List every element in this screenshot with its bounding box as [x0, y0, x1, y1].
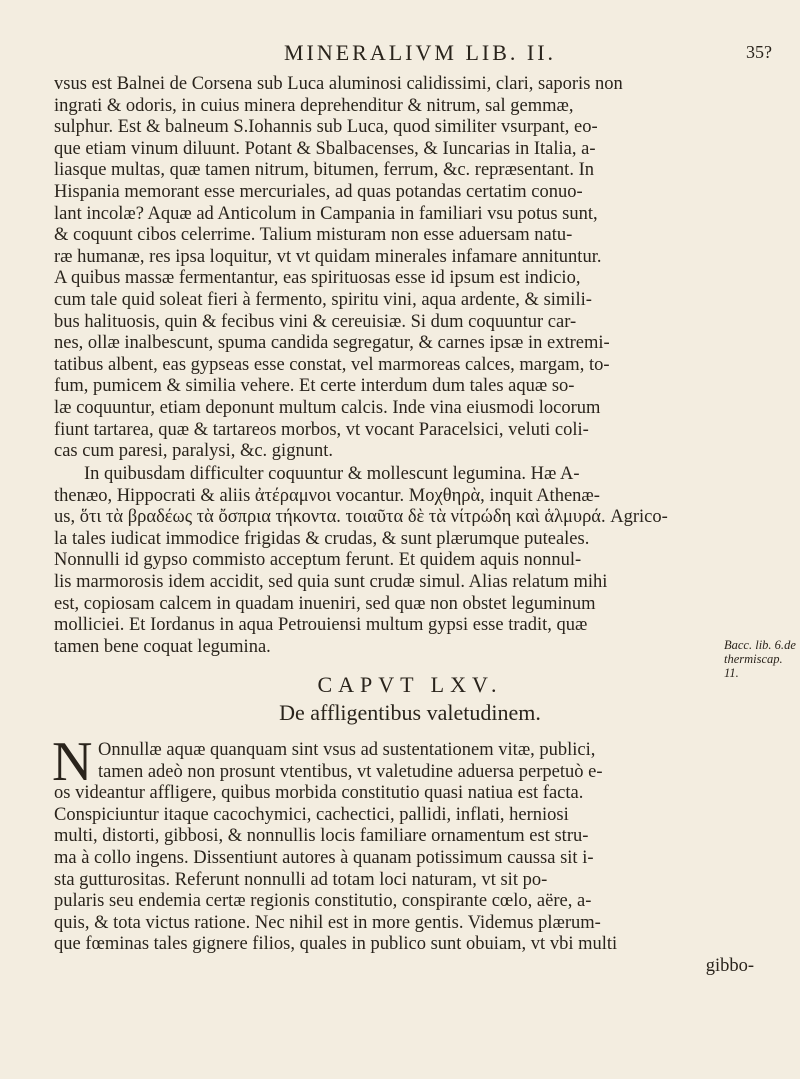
text-line: fiunt tartarea, quæ & tartareos morbos, vt vocant Paracelsici, veluti coli-: [54, 419, 589, 440]
paragraph-continuation: [54, 74, 754, 463]
text-line: lant incolæ? Aquæ ad Anticolum in Campania in familiari vsu potus sunt,: [54, 203, 598, 224]
paragraph-legumina: [54, 464, 754, 658]
text-line: Hispania memorant esse mercuriales, ad quas potandas certatim conuo-: [54, 181, 583, 202]
text-line: liasque multas, quæ tamen nitrum, bitumen, ferrum, &c. repræsentant. In: [54, 160, 594, 181]
text-line: quis, & tota victus ratione. Nec nihil est in more gentis. Videmus plærum-: [54, 912, 601, 933]
text-line: bus halituosis, quin & fecibus vini & cereuisiæ. Si dum coquuntur car-: [54, 311, 577, 332]
margin-note-line: Bacc. lib. 6.: [724, 638, 785, 652]
running-title: MINERALIVM LIB. II.: [283, 40, 557, 65]
text-line: cum tale quid soleat fieri à fermento, spiritu vini, aqua ardente, & simili-: [54, 289, 592, 310]
text-line: tatibus albent, eas gypseas esse constat, vel marmoreas calces, margam, to-: [54, 354, 610, 375]
text-line: lis marmorosis idem accidit, sed quia sunt crudæ simul. Alias relatum mihi: [54, 571, 608, 592]
paragraph-chapter-body: [52, 731, 754, 978]
text-line: ma à collo ingens. Dissentiunt autores à quanam potissimum caussa sit i-: [54, 847, 594, 868]
text-line: In quibusdam difficulter coquuntur & mollescunt legumina. Hæ A-: [84, 464, 580, 484]
text-line: læ coquuntur, etiam deponunt multum calcis. Inde vina eiusmodi locorum: [54, 397, 601, 418]
text-line: que fœminas tales gignere filios, quales in publico sunt obuiam, vt vbi multi: [54, 934, 618, 955]
text-line: cas cum paresi, paralysi, &c. gignunt.: [54, 441, 333, 462]
text-line: us, ὅτι τὰ βραδέως τὰ ὄσπρια τήκοντα. τοιαῦτα δὲ τὰ νίτρώδη καὶ ἁλμυρά. Agrico-: [54, 507, 668, 528]
text-line: A quibus massæ fermentantur, eas spirituosas esse id ipsum est indicio,: [54, 268, 581, 289]
text-line: molliciei. Et Iordanus in aqua Petrouiensi multum gypsi esse tradit, quæ: [54, 615, 588, 636]
running-header: [60, 38, 780, 68]
catchword: gibbo-: [705, 955, 754, 976]
text-line: la tales iudicat immodice frigidas & crudas, & sunt plærumque puteales.: [54, 528, 590, 549]
margin-note-line: cap. 11.: [724, 652, 783, 680]
text-line: Onnullæ aquæ quanquam sint vsus ad sustentationem vitæ, publici,: [98, 740, 596, 760]
margin-note-line: de thermis: [724, 638, 796, 666]
text-line: multi, distorti, gibbosi, & nonnullis locis familiare ornamentum est stru-: [54, 826, 589, 847]
text-line: thenæo, Hippocrati & aliis ἀτέραμνοι vocantur. Μοχθηρὰ, inquit Athenæ-: [54, 485, 600, 506]
drop-capital: N: [52, 731, 93, 793]
text-line: fum, pumicem & similia vehere. Et certe interdum dum tales aquæ so-: [54, 376, 575, 397]
text-line: que etiam vinum diluunt. Potant & Sbalbacenses, & Iuncarias in Italia, a-: [54, 138, 596, 159]
text-line: sta gutturositas. Referunt nonnulli ad totam loci naturam, vt sit po-: [54, 869, 548, 890]
text-line: os videantur affligere, quibus morbida constitutio quasi natiua est facta.: [54, 783, 584, 804]
chapter-heading: CAPVT LXV.: [317, 672, 503, 697]
text-line: tamen bene coquat legumina.: [54, 636, 271, 657]
text-line: Nonnulli id gypso commisto acceptum ferunt. Et quidem aquis nonnul-: [54, 550, 582, 571]
text-line: ræ humanæ, res ipsa loquitur, vt vt quidam minerales infamare annituntur.: [54, 246, 602, 267]
text-line: Conspiciuntur itaque cacochymici, cachectici, pallidi, inflati, herniosi: [54, 804, 569, 825]
page-number: 35?: [746, 42, 772, 62]
text-line: vsus est Balnei de Corsena sub Luca aluminosi calidissimi, clari, saporis non: [54, 74, 623, 94]
text-line: ingrati & odoris, in cuius minera deprehenditur & nitrum, sal gemmæ,: [54, 95, 574, 116]
chapter-subtitle: De affligentibus valetudinem.: [279, 700, 541, 725]
text-line: & coquunt cibos celerrime. Talium misturam non esse aduersam natu-: [54, 225, 573, 246]
text-line: nes, ollæ inalbescunt, spuma candida segregatur, & carnes ipsæ in extremi-: [54, 333, 610, 354]
text-line: tamen adeò non prosunt vtentibus, vt valetudine aduersa perpetuò e-: [98, 761, 603, 782]
text-line: est, copiosam calcem in quadam inueniri, sed quæ non obstet leguminum: [54, 593, 596, 614]
text-line: pularis seu endemia certæ regionis constitutio, conspirante cœlo, aëre, a-: [54, 891, 592, 912]
text-line: sulphur. Est & balneum S.Iohannis sub Luca, quod similiter vsurpant, eo-: [54, 117, 598, 138]
